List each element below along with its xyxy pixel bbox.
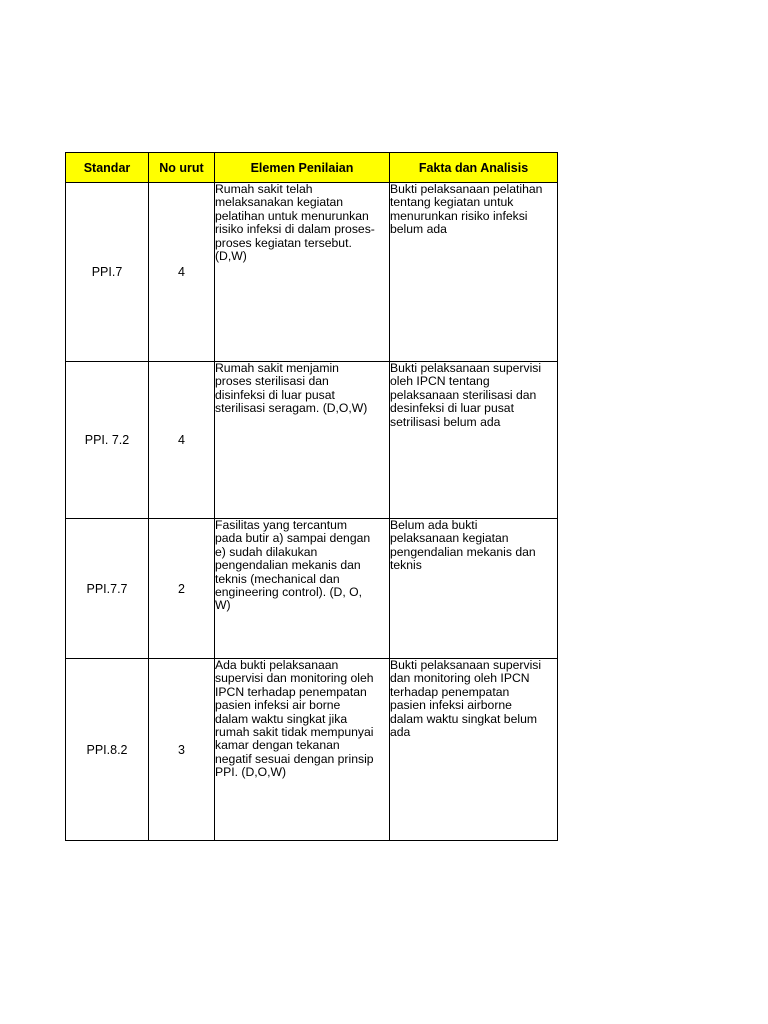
cell-fakta-dan-analisis: Bukti pelaksanaan supervisi dan monitoring oleh IPCN terhadap penempatan pasien infeksi airborne dalam waktu singkat belum ada <box>390 659 558 841</box>
cell-fakta-dan-analisis: Bukti pelaksanaan supervisi oleh IPCN tentang pelaksanaan sterilisasi dan desinfeksi di luar pusat setrilisasi belum ada <box>390 362 558 519</box>
cell-no-urut: 2 <box>149 519 215 659</box>
cell-standar: PPI.7 <box>66 183 149 362</box>
table-row <box>66 362 558 519</box>
header-fakta-dan-analisis: Fakta dan Analisis <box>390 153 558 183</box>
assessment-table <box>65 152 558 841</box>
table-row <box>66 519 558 659</box>
cell-standar: PPI.7.7 <box>66 519 149 659</box>
cell-standar: PPI.8.2 <box>66 659 149 841</box>
header-no-urut: No urut <box>149 153 215 183</box>
cell-elemen-penilaian: Rumah sakit menjamin proses sterilisasi dan disinfeksi di luar pusat sterilisasi seragam. (D,O,W) <box>215 362 390 519</box>
cell-no-urut: 4 <box>149 183 215 362</box>
cell-fakta-dan-analisis: Belum ada bukti pelaksanaan kegiatan pengendalian mekanis dan teknis <box>390 519 558 659</box>
header-row <box>66 153 558 183</box>
table-row <box>66 183 558 362</box>
cell-elemen-penilaian: Ada bukti pelaksanaan supervisi dan monitoring oleh IPCN terhadap penempatan pasien infeksi air borne dalam waktu singkat jika rumah sakit tidak mempunyai kamar dengan tekanan negatif sesuai dengan prinsip PPI. (D,O,W) <box>215 659 390 841</box>
cell-elemen-penilaian: Fasilitas yang tercantum pada butir a) sampai dengan e) sudah dilakukan pengendalian mekanis dan teknis (mechanical dan engineering control). (D, O, W) <box>215 519 390 659</box>
header-elemen-penilaian: Elemen Penilaian <box>215 153 390 183</box>
cell-no-urut: 3 <box>149 659 215 841</box>
cell-fakta-dan-analisis: Bukti pelaksanaan pelatihan tentang kegiatan untuk menurunkan risiko infeksi belum ada <box>390 183 558 362</box>
cell-no-urut: 4 <box>149 362 215 519</box>
header-standar: Standar <box>66 153 149 183</box>
cell-standar: PPI. 7.2 <box>66 362 149 519</box>
table-row <box>66 659 558 841</box>
cell-elemen-penilaian: Rumah sakit telah melaksanakan kegiatan pelatihan untuk menurunkan risiko infeksi di dalam proses- proses kegiatan tersebut. (D,W) <box>215 183 390 362</box>
